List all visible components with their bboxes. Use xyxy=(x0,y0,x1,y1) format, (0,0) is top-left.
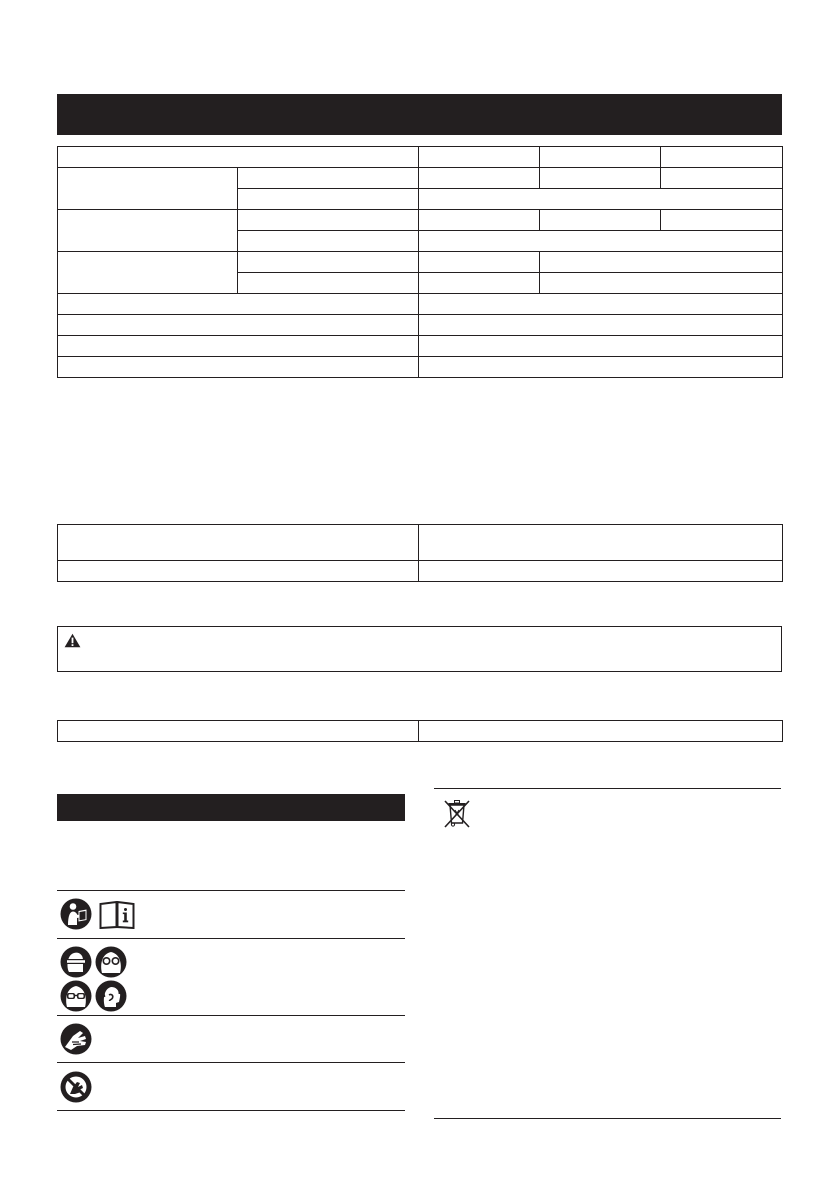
divider xyxy=(57,938,405,939)
table-cell xyxy=(540,273,783,294)
table-cell xyxy=(419,721,783,742)
disposal-panel xyxy=(434,788,781,1119)
no-hand-near-icon xyxy=(60,1071,92,1103)
divider xyxy=(434,788,781,789)
table-cell xyxy=(58,525,419,561)
table-cell xyxy=(419,357,783,378)
table-cell xyxy=(661,210,783,231)
table-cell xyxy=(58,357,419,378)
table-cell xyxy=(419,147,540,168)
table-cell xyxy=(419,273,540,294)
table-cell xyxy=(540,210,661,231)
table-row xyxy=(58,561,783,582)
divider xyxy=(57,1110,405,1111)
table-cell xyxy=(58,315,419,336)
table-row xyxy=(58,336,783,357)
noise-table xyxy=(57,524,783,582)
table-cell xyxy=(58,561,419,582)
divider xyxy=(57,1062,405,1063)
table-row xyxy=(58,721,783,742)
table-cell xyxy=(58,252,238,294)
table-cell xyxy=(58,147,419,168)
crossed-out-wheelie-bin-icon xyxy=(442,798,472,828)
table-cell xyxy=(58,168,238,210)
table-cell xyxy=(540,168,661,189)
safety-glasses-icon xyxy=(60,980,92,1012)
divider xyxy=(57,890,405,891)
table-cell xyxy=(419,231,783,252)
table-cell xyxy=(661,147,783,168)
table-cell xyxy=(540,252,783,273)
face-shield-icon xyxy=(60,946,92,978)
table-row xyxy=(58,210,783,231)
vibration-table xyxy=(57,720,783,742)
table-cell xyxy=(238,231,419,252)
table-cell xyxy=(58,294,419,315)
table-cell xyxy=(58,210,238,252)
warning-box xyxy=(57,626,782,672)
table-row xyxy=(58,168,783,189)
read-manual-icon xyxy=(60,898,92,930)
table-cell xyxy=(419,315,783,336)
divider xyxy=(57,1015,405,1016)
table-cell xyxy=(238,210,419,231)
table-cell xyxy=(58,336,419,357)
divider xyxy=(434,1118,781,1119)
specifications-table xyxy=(57,146,783,378)
specifications-title-bar xyxy=(57,94,782,135)
table-cell xyxy=(419,525,783,561)
instruction-book-icon xyxy=(99,901,135,929)
table-cell xyxy=(419,294,783,315)
table-cell xyxy=(419,168,540,189)
table-row xyxy=(58,525,783,561)
table-row xyxy=(58,294,783,315)
table-cell xyxy=(540,147,661,168)
table-cell xyxy=(419,336,783,357)
table-row xyxy=(58,315,783,336)
table-cell xyxy=(238,189,419,210)
table-cell xyxy=(419,252,540,273)
table-cell xyxy=(661,168,783,189)
table-cell xyxy=(419,561,783,582)
table-row xyxy=(58,147,783,168)
table-cell xyxy=(238,252,419,273)
table-cell xyxy=(419,189,783,210)
table-cell xyxy=(58,721,419,742)
table-cell xyxy=(238,273,419,294)
table-cell xyxy=(238,168,419,189)
table-cell xyxy=(419,210,540,231)
warning-triangle-icon xyxy=(64,633,81,648)
ear-protection-icon xyxy=(95,980,127,1012)
symbols-section-title-bar xyxy=(57,794,405,821)
table-row xyxy=(58,357,783,378)
safety-goggles-icon xyxy=(95,946,127,978)
wear-gloves-icon xyxy=(60,1023,92,1055)
table-row xyxy=(58,252,783,273)
